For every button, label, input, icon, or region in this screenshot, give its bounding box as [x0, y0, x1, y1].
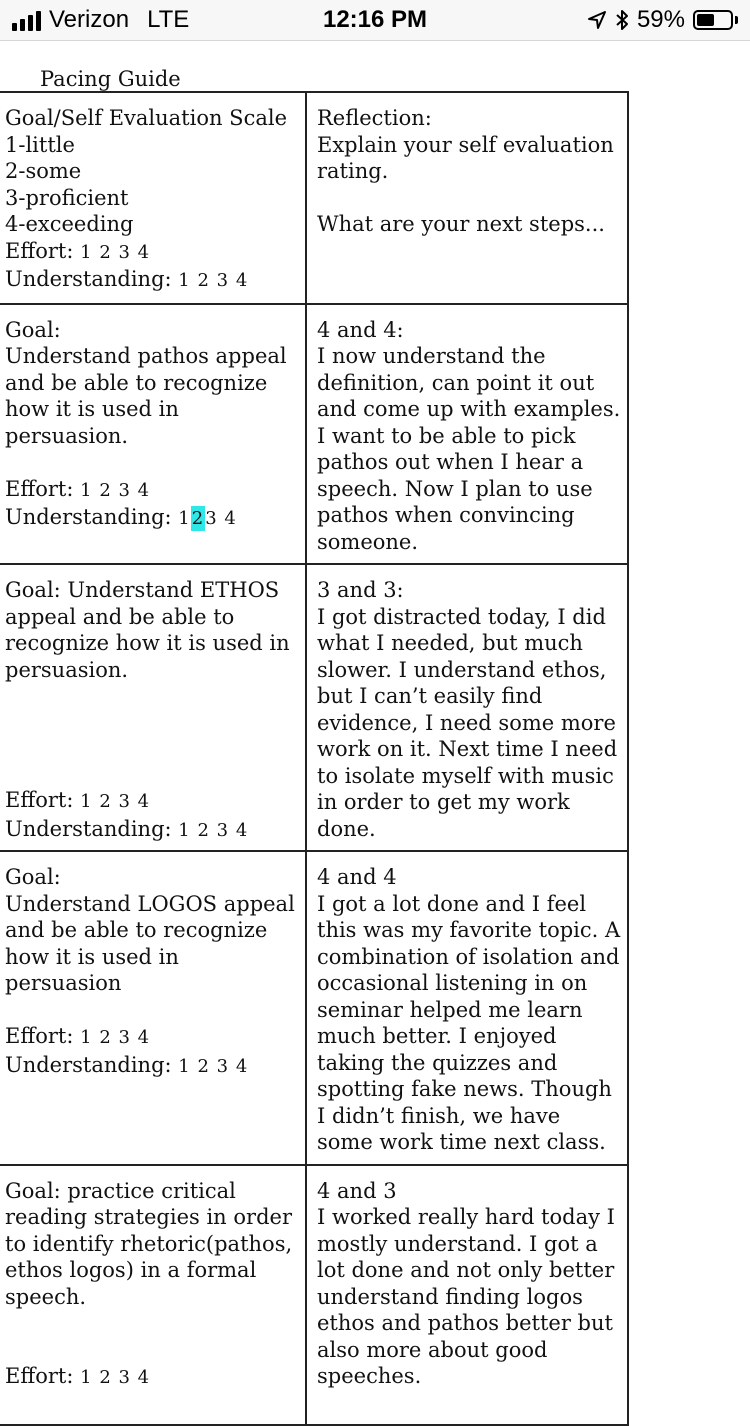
effort-scale: 1 2 3 4 [80, 479, 151, 501]
effort-label: Effort: [5, 1024, 74, 1048]
reflection-text: I got distracted today, I did what I needed, but much slower. I understand ethos, but I can’t easily find evidence, I need some more work on it. Next time I need to isolate myself with music in order to get my work done. [317, 604, 624, 841]
effort-label: Effort: [5, 1364, 74, 1388]
effort-line [5, 1363, 299, 1392]
reflection-next-steps: What are your next steps... [317, 212, 605, 236]
table-row [0, 564, 628, 851]
location-arrow-icon [587, 10, 607, 30]
understanding-label: Understanding: [5, 816, 172, 841]
goal-text: Understand LOGOS appeal and be able to recognize how it is used in persuasion [5, 891, 302, 995]
understanding-line [5, 266, 299, 295]
effort-scale: 1 2 3 4 [80, 241, 151, 263]
scale-cell [0, 92, 306, 304]
goal-text: Goal: Understand ETHOS appeal and be able to recognize how it is used in persuasion. [5, 578, 297, 682]
reflection-text: I now understand the definition, can point it out and come up with examples. I want to be able to pick pathos out when I hear a speech. Now I plan to use pathos when convincing someone. [317, 344, 627, 554]
reflection-header-cell [306, 92, 628, 304]
goal-label: Goal: [5, 865, 61, 889]
understanding-value: 3 4 [205, 508, 237, 529]
ratings-block [5, 787, 248, 844]
effort-line [5, 1023, 299, 1052]
table-row [0, 1165, 628, 1425]
scale-level: 1-little [5, 132, 75, 157]
network-type: LTE [147, 6, 190, 33]
understanding-line [5, 504, 299, 533]
highlighted-rating: 2 [191, 508, 205, 529]
scale-level: 3-proficient [5, 185, 129, 210]
reflection-rating: 4 and 4 [317, 865, 397, 889]
reflection-text: I got a lot done and I feel this was my favorite topic. A combination of isolation and occasional listening in on seminar helped me learn much better. I enjoyed taking the quizzes and spotting fake news. Though I didn’t finish, we have some work time next class. [317, 891, 627, 1154]
clock-time: 12:16 PM [322, 6, 428, 33]
page-title: Pacing Guide [40, 67, 181, 91]
bluetooth-icon [615, 9, 629, 31]
spacer [5, 997, 299, 1024]
understanding-line [5, 1052, 299, 1081]
reflection-cell [306, 564, 628, 851]
effort-label: Effort: [5, 788, 74, 812]
pacing-guide-table [0, 91, 629, 1426]
understanding-line [5, 816, 248, 845]
understanding-scale: 1 2 3 4 [178, 819, 249, 841]
understanding-scale: 1 2 3 4 [178, 270, 249, 291]
goal-cell [0, 1165, 306, 1425]
goal-cell [0, 564, 306, 851]
effort-line [5, 476, 299, 505]
battery-cap [735, 16, 738, 24]
reflection-cell [306, 304, 628, 565]
spacer [5, 1337, 299, 1364]
scale-level: 4-exceeding [5, 212, 134, 236]
effort-scale: 1 2 3 4 [80, 791, 151, 812]
effort-scale: 1 2 3 4 [80, 1367, 151, 1388]
reflection-rating: 4 and 4: [317, 317, 404, 342]
table-row [0, 304, 628, 565]
effort-label: Effort: [5, 238, 74, 263]
reflection-cell [306, 851, 628, 1165]
effort-line [5, 787, 248, 816]
status-right [587, 6, 738, 34]
effort-scale: 1 2 3 4 [80, 1027, 151, 1048]
battery-icon [693, 10, 733, 30]
goal-cell [0, 851, 306, 1165]
spacer [5, 449, 299, 476]
status-bar [0, 0, 750, 41]
reflection-instruction: Explain your self evaluation rating. [317, 132, 621, 183]
reflection-rating: 4 and 3 [317, 1178, 397, 1203]
understanding-value: 1 [178, 508, 191, 529]
effort-label: Effort: [5, 476, 74, 501]
understanding-label: Understanding: [5, 1052, 172, 1077]
carrier-name: Verizon [49, 6, 130, 33]
reflection-text: I worked really hard today I mostly understand. I got a lot done and not only better understand finding logos ethos and pathos better but also more about good speeches. [317, 1205, 622, 1388]
reflection-cell [306, 1165, 628, 1425]
goal-label: Goal: [5, 317, 61, 342]
goal-cell [0, 304, 306, 565]
understanding-label: Understanding: [5, 505, 172, 529]
goal-text: Understand pathos appeal and be able to recognize how it is used in persuasion. [5, 344, 294, 448]
understanding-scale [178, 506, 237, 531]
battery-percent: 59% [636, 6, 685, 33]
reflection-spacer [317, 185, 621, 212]
reflection-title: Reflection: [317, 106, 432, 130]
spacer [5, 1310, 299, 1337]
table-row [0, 92, 628, 304]
understanding-scale: 1 2 3 4 [178, 1055, 249, 1077]
effort-line [5, 238, 299, 267]
understanding-label: Understanding: [5, 267, 172, 291]
goal-text: Goal: practice critical reading strategies in order to identify rhetoric(pathos, ethos logos) in a formal speech. [5, 1178, 299, 1309]
table-row [0, 851, 628, 1165]
scale-level: 2-some [5, 159, 82, 183]
reflection-rating: 3 and 3: [317, 578, 404, 602]
scale-title: Goal/Self Evaluation Scale [5, 106, 287, 130]
